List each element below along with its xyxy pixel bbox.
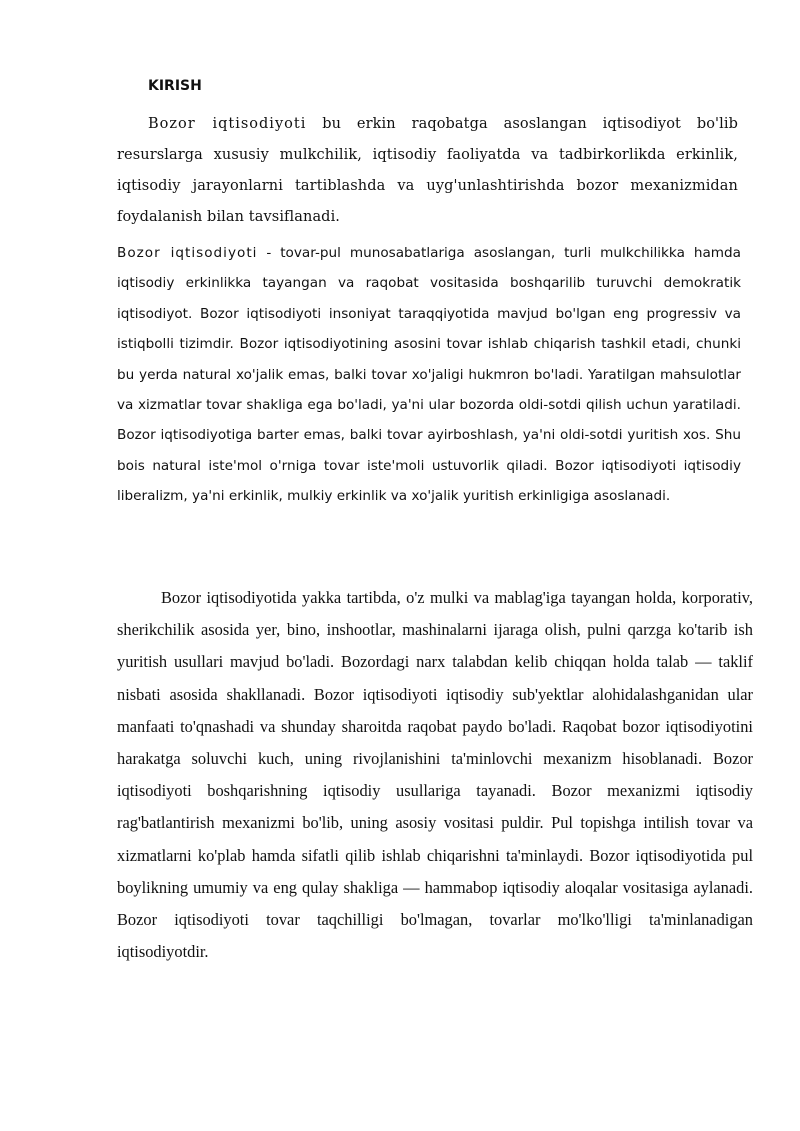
paragraph-intro-text: bu erkin raqobatga asoslangan iqtisodiyot bo'lib resurslarga xususiy mulkchilik, iqtisodiy faoliyatda va tadbirkorlikda erkinlik, iqtisodiy jarayonlarni tartiblashda va uyg'unlashtirishda bozor mexanizmidan foydalanish bilan tavsiflanadi. xyxy=(117,116,738,225)
paragraph-definition-lead: Bozor iqtisodiyoti xyxy=(117,245,258,261)
paragraph-definition-text: - tovar-pul munosabatlariga asoslangan, turli mulkchilikka hamda iqtisodiy erkinlikka tayangan va raqobat vositasida boshqarilib turuvchi demokratik iqtisodiyot. Bozor iqtisodiyoti insoniyat taraqqiyotida mavjud bo'lgan eng progressiv va istiqbolli tizimdir. Bozor iqtisodiyotining asosini tovar ishlab chiqarish tashkil etadi, chunki bu yerda natural xo'jalik emas, balki tovar xo'jaligi hukmron bo'ladi. Yaratilgan mahsulotlar va xizmatlar tovar shakliga ega bo'ladi, ya'ni ular bozorda oldi-sotdi qilish uchun yaratiladi. Bozor iqtisodiyotiga barter emas, balki tovar ayirboshlash, ya'ni oldi-sotdi yuritish xos. Shu bois natural iste'mol o'rniga tovar iste'moli ustuvorlik qiladi. Bozor iqtisodiyoti iqtisodiy liberalizm, ya'ni erkinlik, mulkiy erkinlik va xo'jalik yuritish erkinligiga asoslanadi. xyxy=(117,245,741,505)
paragraph-details: Bozor iqtisodiyotida yakka tartibda, o'z mulki va mablag'iga tayangan holda, korporativ, sherikchilik asosida yer, bino, inshootlar, mashinalarni ijaraga olish, pulni qarzga ko'tarib ish yuritish usullari mavjud bo'ladi. Bozordagi narx talabdan kelib chiqqan holda talab — taklif nisbati asosida shakllanadi. Bozor iqtisodiyoti iqtisodiy sub'yektlar alohidalashganidan ular manfaati to'qnashadi va shunday sharoitda raqobat paydo bo'ladi. Raqobat bozor iqtisodiyotini harakatga soluvchi kuch, uning rivojlanishini ta'minlovchi mexanizm hisoblanadi. Bozor iqtisodiyoti boshqarishning iqtisodiy usullariga tayanadi. Bozor mexanizmi iqtisodiy rag'batlantirish mexanizmi bo'lib, uning asosiy vositasi puldir. Pul topishga intilish tovar va xizmatlarni ko'plab hamda sifatli qilib ishlab chiqarishni ta'minlaydi. Bozor iqtisodiyotida pul boylikning umumiy va eng qulay shakliga — hammabop iqtisodiy aloqalar vositasiga aylanadi. Bozor iqtisodiyoti tovar taqchilligi bo'lmagan, tovarlar mo'lko'lligi ta'minlanadigan iqtisodiyotdir. xyxy=(117,588,753,962)
paragraph-intro-lead: Bozor iqtisodiyoti xyxy=(148,116,307,132)
section-heading: KIRISH xyxy=(148,78,202,94)
paragraph-definition xyxy=(117,238,741,512)
paragraph-intro xyxy=(117,109,738,233)
